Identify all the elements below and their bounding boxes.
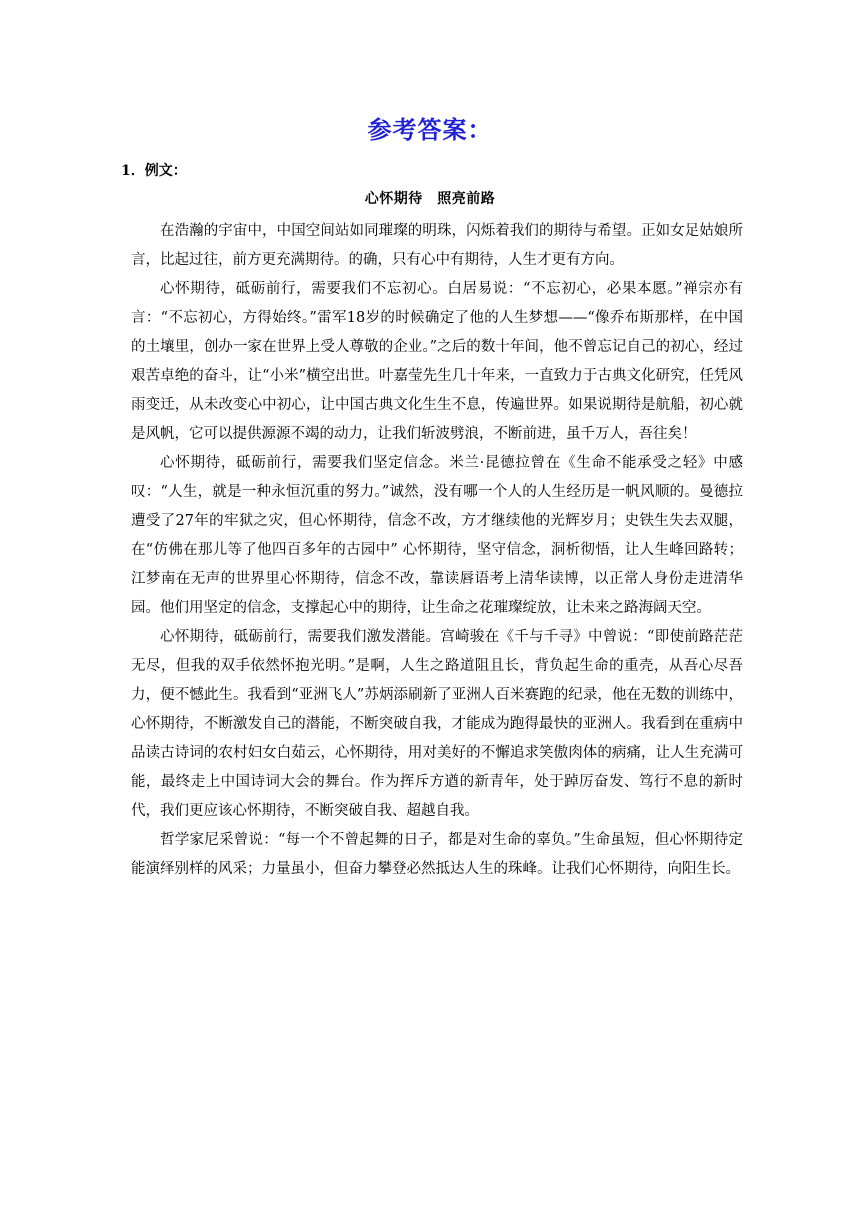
answer-heading: 参考答案： <box>367 115 493 144</box>
essay-paragraph: 心怀期待，砥砺前行，需要我们坚定信念。米兰·昆德拉曾在《生命不能承受之轻》中感叹：“人生，就是一种永恒沉重的努力。”诚然，没有哪一个人的人生经历是一帆风顺的。曼德拉遭受了27年的牢狱之灾，但心怀期待，信念不改，方才继续他的光辉岁月；史铁生失去双腿，在“仿佛在那儿等了他四百多年的古园中” 心怀期待，坚守信念，洞析彻悟，让人生峰回路转；江梦南在无声的世界里心怀期待，信念不改，靠读唇语考上清华读博，以正常人身份走进清华园。他们用坚定的信念，支撑起心中的期待，让生命之花璀璨绽放，让未来之路海阔天空。 <box>131 455 743 616</box>
essay-paragraph: 心怀期待，砥砺前行，需要我们不忘初心。白居易说：“不忘初心，必果本愿。”禅宗亦有言：“不忘初心，方得始终。”雷军18岁的时候确定了他的人生梦想——“像乔布斯那样，在中国的土壤里，创办一家在世界上受人尊敬的企业。”之后的数十年间，他不曾忘记自己的初心，经过艰苦卓绝的奋斗，让“小米”横空出世。叶嘉莹先生几十年来，一直致力于古典文化研究，任凭风雨变迁，从未改变心中初心，让中国古典文化生生不息，传遍世界。如果说期待是航船，初心就是风帆，它可以提供源源不竭的动力，让我们斩波劈浪，不断前进，虽千万人，吾往矣！ <box>131 281 743 442</box>
essay-paragraph: 心怀期待，砥砺前行，需要我们激发潜能。宫崎骏在《千与千寻》中曾说：“即使前路茫茫无尽，但我的双手依然怀抱光明。”是啊，人生之路道阻且长，背负起生命的重壳，从吾心尽吾力，便不憾此生。我看到“亚洲飞人”苏炳添刷新了亚洲人百米赛跑的纪录，他在无数的训练中，心怀期待，不断激发自己的潜能，不断突破自我，才能成为跑得最快的亚洲人。我看到在重病中品读古诗词的农村妇女白茹云，心怀期待，用对美好的不懈追求笑傲肉体的病痛，让人生充满可能，最终走上中国诗词大会的舞台。作为挥斥方遒的新青年，处于踔厉奋发、笃行不息的新时代，我们更应该心怀期待，不断突破自我、超越自我。 <box>131 629 743 819</box>
question-label: 1．例文： <box>121 163 187 179</box>
essay-paragraph: 哲学家尼采曾说：“每一个不曾起舞的日子，都是对生命的辜负。”生命虽短，但心怀期待定能演绎别样的风采；力量虽小，但奋力攀登必然抵达人生的珠峰。让我们心怀期待，向阳生长。 <box>131 832 743 877</box>
essay-paragraph: 在浩瀚的宇宙中，中国空间站如同璀璨的明珠，闪烁着我们的期待与希望。正如女足姑娘所言，比起过往，前方更充满期待。的确，只有心中有期待，人生才更有方向。 <box>131 223 743 268</box>
essay-body <box>131 217 743 884</box>
essay-title: 心怀期待 照亮前路 <box>364 191 496 207</box>
